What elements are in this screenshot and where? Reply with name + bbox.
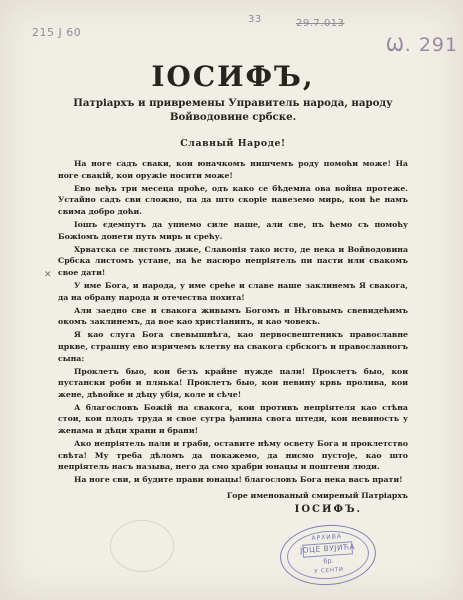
paragraph: Али заедно све и свакога живымъ Богомъ и Нѣговымъ свевидећимъ окомъ заклинемъ, да вое као христіанинъ, и као човекъ.: [58, 305, 408, 327]
paragraph: Ако непрiятель пали и граби, оставите нѣму освету Бога и проклетство свѣта! Му треба дѣломъ да покажемо, да нисмо пустоје, као што непріятель насъ называ, него да смо храбри юнацы и поштени люди.: [58, 439, 408, 472]
proclamation-body: [58, 58, 408, 515]
paragraph: На ноге сви, и будите прави юнацы! благословъ Бога нека васъ прати!: [74, 475, 403, 485]
archive-stamp: [278, 522, 378, 589]
paragraph: Хрватска се листомъ диже, Славонія тако исто, де нека и Войводовина Србска листомъ устане, на ће насюро непріятель пи пасти или свакомъ свое дати!: [58, 244, 408, 277]
paragraph: А благословъ Божій на свакога, кои противъ непріятеля као стѣна стои, кои плодъ труда и свое сугра ђанина свога штеди, кои невиность у женама и дѣци храни и брани!: [58, 402, 408, 436]
stamp-number-text: бр.: [323, 556, 334, 566]
paragraph: Ево веђъ три месеца проће, одъ како се бѣдемна ова война протеже. Устайно садъ сви сложно, па да што скорiе навеземо мирь, кои ће намъ свима добро доћи.: [58, 183, 408, 216]
margin-mark-icon: ✕: [44, 270, 52, 280]
signature-line: Горе именованый смиреный Патріархъ: [226, 491, 408, 501]
stamp-name-text: ЈОЦЕ ВУЈИЋА: [299, 542, 356, 555]
stamp-bottom-text: У СЕНТИ: [314, 566, 345, 575]
archive-annotation-top-left: 215 Ј 60: [32, 26, 82, 39]
document-subtitle: Патріархъ и привремены Управитель народа, народу Войводовине србске.: [73, 97, 393, 123]
greeting: Славный Народе!: [180, 138, 286, 149]
archive-annotation-top-center: 33: [248, 14, 262, 25]
stamp-top-text: АРХИВА: [311, 532, 343, 543]
paragraph: На ноге садъ сваки, кои юначкомъ нишчемъ роду помоћи може! На ноге свакій, кои оружіе носити може!: [58, 159, 408, 180]
paragraph: У име Бога, и народа, у име среће и славе наше заклинемъ Я свакога, да на обрану народа и отечества похита!: [58, 280, 408, 302]
document-title: ІОСИФЪ,: [151, 60, 315, 93]
archive-annotation-top-center-2: 29.7.013: [296, 18, 345, 29]
archive-annotation-top-right: Ѡ. 291: [386, 34, 459, 56]
paragraph: Іошъ єдемпутъ да упнемо силе наше, али све, пъ ћемо съ помоћу Божiомъ донети путь мирь и срећу.: [58, 219, 408, 241]
signature-name: ІОСИФЪ.: [294, 503, 362, 515]
faded-stamp-impression: [110, 520, 174, 572]
paragraph: Проклетъ быо, кои безъ крайне нужде пали! Проклетъ быо, кои пустански роби и пляька! Проклетъ быо, кои невину крвь пролива, кои жене, дѣвойке и дѣцу убія, коле и сѣче!: [58, 366, 408, 399]
paragraph: Я као слуга Бога свевышнѣга, као первосвештеникъ православне цркве, страшну ево изричемъ клетву на свакога србскогъ и православногъ сына:: [58, 330, 408, 363]
